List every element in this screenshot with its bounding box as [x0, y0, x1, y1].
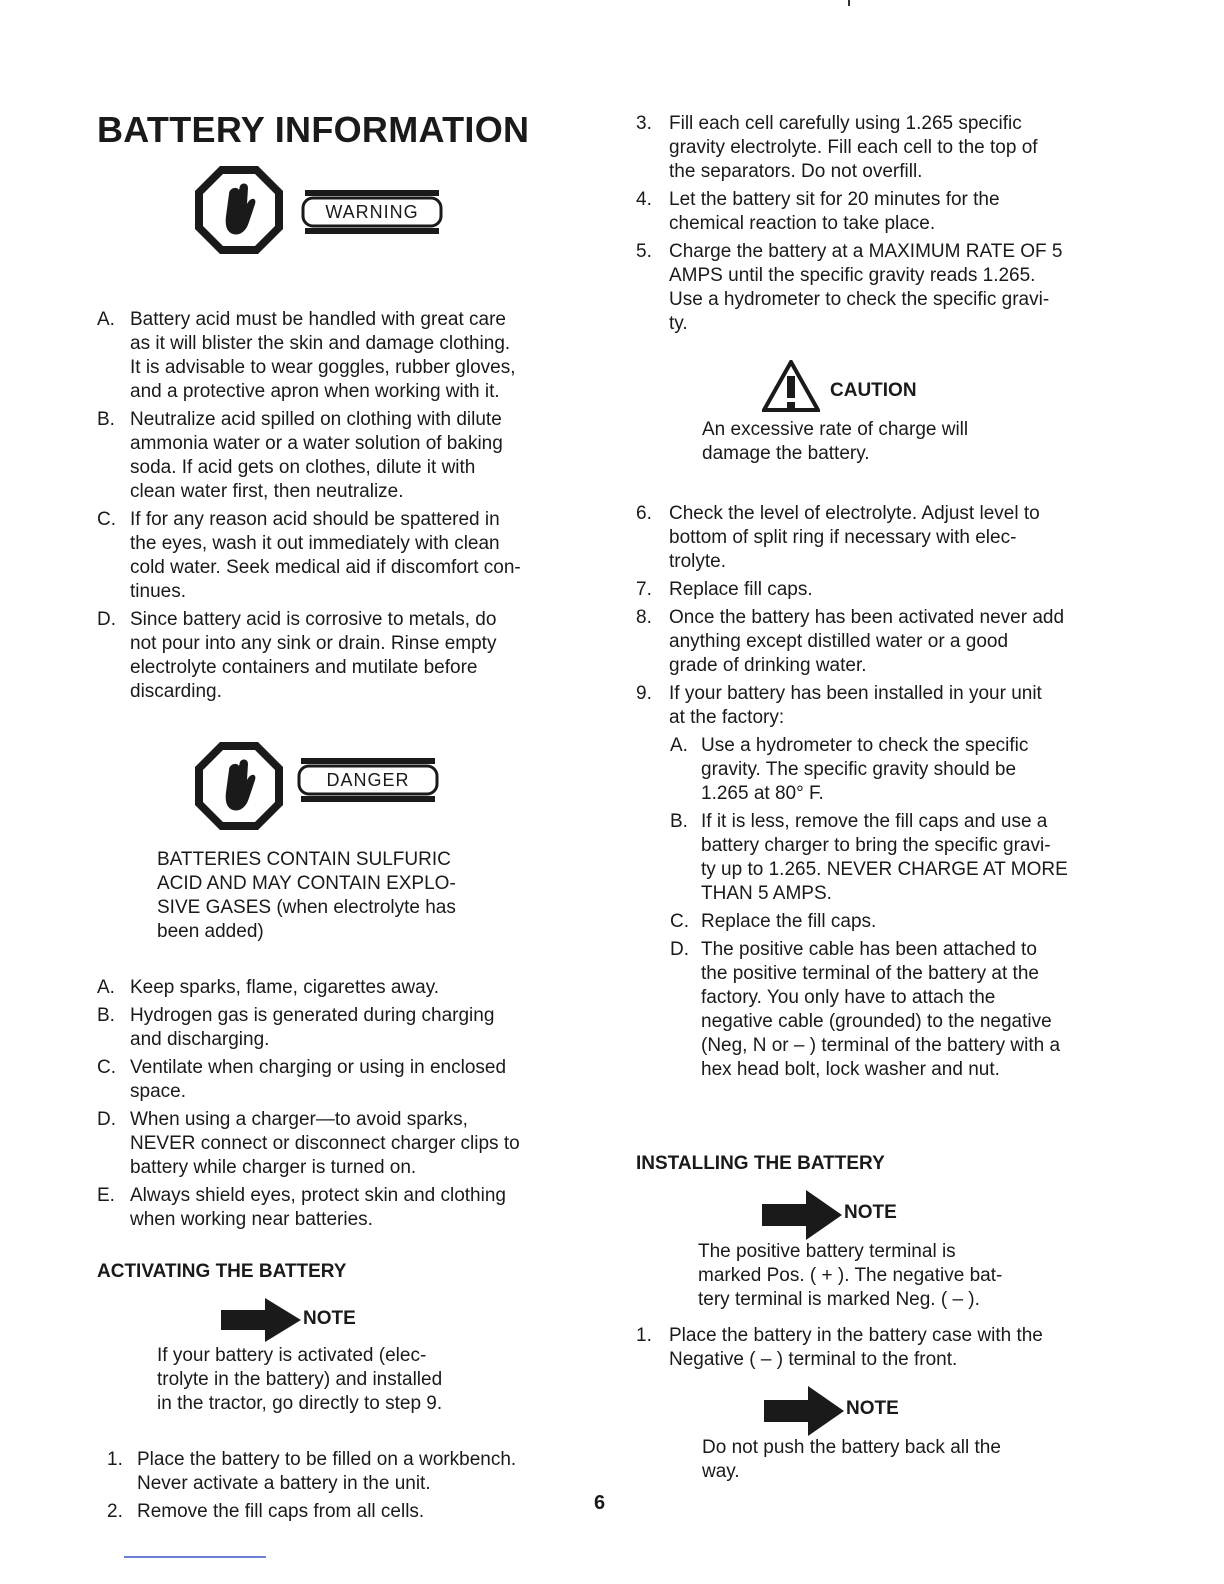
list-item-marker: 8. — [636, 607, 652, 628]
text-line: damage the battery. — [702, 443, 870, 464]
text-line: SIVE GASES (when electrolyte has — [157, 897, 456, 918]
list-item-marker: 6. — [636, 503, 652, 524]
warning-list — [97, 308, 582, 704]
text-line: gravity. The specific gravity should be — [701, 759, 1017, 780]
text-line: Neutralize acid spilled on clothing with dilute — [130, 409, 502, 430]
list-item-text — [669, 578, 1116, 602]
list-item — [97, 408, 582, 504]
list-item-text — [130, 408, 582, 504]
list-item-marker: 2. — [107, 1501, 123, 1522]
list-item — [97, 1184, 582, 1232]
text-line: Check the level of electrolyte. Adjust level to — [669, 503, 1040, 524]
list-item-text — [669, 606, 1116, 678]
list-item-marker: 7. — [636, 579, 652, 600]
activating-note-label: NOTE — [303, 1308, 356, 1329]
hand-stop-icon — [193, 164, 285, 256]
list-item-text — [130, 508, 582, 604]
text-line: If your battery has been installed in your unit — [669, 683, 1042, 704]
text-line: Use a hydrometer to check the specific — [701, 735, 1029, 756]
list-item — [670, 910, 1116, 934]
text-line: If it is less, remove the fill caps and use a — [701, 811, 1048, 832]
list-item-text — [669, 502, 1116, 574]
arrow-right-icon — [221, 1298, 301, 1342]
list-item-marker: D. — [97, 1109, 116, 1130]
text-line: space. — [130, 1081, 186, 1102]
text-line: Charge the battery at a MAXIMUM RATE OF 5 — [669, 241, 1063, 262]
text-line: bottom of split ring if necessary with elec- — [669, 527, 1017, 548]
text-line: (Neg, N or – ) terminal of the battery with a — [701, 1035, 1061, 1056]
list-item — [636, 682, 1116, 730]
list-item-text — [669, 188, 1116, 236]
activating-heading: ACTIVATING THE BATTERY — [97, 1261, 347, 1282]
list-item — [670, 938, 1116, 1082]
text-line: anything except distilled water or a good — [669, 631, 1009, 652]
list-item-text — [669, 682, 1116, 730]
left-column — [97, 108, 582, 1528]
caution-text — [702, 418, 1116, 466]
list-item-text — [130, 1004, 582, 1052]
text-line: ty up to 1.265. NEVER CHARGE AT MORE — [701, 859, 1068, 880]
list-item-text — [701, 910, 1116, 934]
page-title: BATTERY INFORMATION — [97, 109, 530, 150]
list-item-marker: C. — [670, 911, 689, 932]
list-item-text — [669, 240, 1116, 336]
list-item-marker: 4. — [636, 189, 652, 210]
list-item-marker: B. — [97, 409, 115, 430]
text-line: clean water first, then neutralize. — [130, 481, 404, 502]
list-item — [636, 502, 1116, 574]
text-line: discarding. — [130, 681, 222, 702]
list-item — [107, 1448, 582, 1496]
text-line: ammonia water or a water solution of baking — [130, 433, 503, 454]
text-line: hex head bolt, lock washer and nut. — [701, 1059, 1000, 1080]
text-line: BATTERIES CONTAIN SULFURIC — [157, 849, 451, 870]
text-line: Negative ( – ) terminal to the front. — [669, 1349, 958, 1370]
text-line: Place the battery to be filled on a workbench. — [137, 1449, 517, 1470]
text-line: Fill each cell carefully using 1.265 specific — [669, 113, 1022, 134]
text-line: Since battery acid is corrosive to metals, do — [130, 609, 497, 630]
text-line: gravity electrolyte. Fill each cell to the top of — [669, 137, 1038, 158]
list-item-text — [130, 1056, 582, 1104]
text-line: tery terminal is marked Neg. ( – ). — [698, 1289, 980, 1310]
text-line: cold water. Seek medical aid if discomfort con- — [130, 557, 521, 578]
text-line: trolyte in the battery) and installed — [157, 1369, 443, 1390]
activating-note-text — [157, 1344, 582, 1416]
text-line: electrolyte containers and mutilate before — [130, 657, 478, 678]
text-line: and a protective apron when working with it. — [130, 381, 500, 402]
list-item-marker: 9. — [636, 683, 652, 704]
list-item-marker: B. — [670, 811, 688, 832]
text-line: Never activate a battery in the unit. — [137, 1473, 431, 1494]
list-item-text — [137, 1448, 582, 1496]
text-line: ACID AND MAY CONTAIN EXPLO- — [157, 873, 456, 894]
text-line: Replace the fill caps. — [701, 911, 877, 932]
text-line: chemical reaction to take place. — [669, 213, 936, 234]
text-line: battery while charger is turned on. — [130, 1157, 417, 1178]
list-item — [636, 188, 1116, 236]
list-item-marker: D. — [670, 939, 689, 960]
list-item — [670, 810, 1116, 906]
list-item-marker: A. — [97, 977, 115, 998]
activating-note-row — [97, 1292, 582, 1344]
text-line: NEVER connect or disconnect charger clips to — [130, 1133, 520, 1154]
list-item-marker: A. — [97, 309, 115, 330]
danger-list — [97, 976, 582, 1232]
list-item — [636, 112, 1116, 184]
text-line: Always shield eyes, protect skin and clothing — [130, 1185, 506, 1206]
text-line: been added) — [157, 921, 264, 942]
text-line: Keep sparks, flame, cigarettes away. — [130, 977, 440, 998]
list-item-text — [130, 608, 582, 704]
arrow-right-icon — [764, 1386, 844, 1436]
list-item-text — [669, 1324, 1116, 1372]
text-line: If for any reason acid should be spattered in — [130, 509, 500, 530]
text-line: battery charger to bring the specific gravi- — [701, 835, 1051, 856]
warning-label: WARNING — [325, 201, 419, 222]
text-line: in the tractor, go directly to step 9. — [157, 1393, 443, 1414]
text-line: when working near batteries. — [130, 1209, 373, 1230]
text-line: An excessive rate of charge will — [702, 419, 969, 440]
hand-stop-icon — [193, 740, 285, 832]
factory-installed-substeps — [670, 734, 1116, 1082]
text-line: Once the battery has been activated never add — [669, 607, 1065, 628]
text-line: If your battery is activated (elec- — [157, 1345, 427, 1366]
arrow-right-icon — [762, 1190, 842, 1240]
activating-steps — [107, 1448, 582, 1524]
text-line: Do not push the battery back all the — [702, 1437, 1001, 1458]
list-item — [636, 606, 1116, 678]
list-item — [636, 578, 1116, 602]
list-item-text — [137, 1500, 582, 1524]
text-line: soda. If acid gets on clothes, dilute it with — [130, 457, 476, 478]
list-item-text — [130, 1184, 582, 1232]
page-number: 6 — [594, 1492, 606, 1514]
text-line: trolyte. — [669, 551, 727, 572]
list-item-marker: B. — [97, 1005, 115, 1026]
text-line: the separators. Do not overfill. — [669, 161, 923, 182]
installing-steps — [636, 1324, 1116, 1372]
text-line: The positive cable has been attached to — [701, 939, 1037, 960]
text-line: Replace fill caps. — [669, 579, 813, 600]
top-tick-mark — [848, 0, 850, 6]
text-line: negative cable (grounded) to the negative — [701, 1011, 1052, 1032]
text-line: Hydrogen gas is generated during charging — [130, 1005, 495, 1026]
list-item — [636, 240, 1116, 336]
list-item-text — [701, 938, 1116, 1082]
text-line: factory. You only have to attach the — [701, 987, 996, 1008]
list-item — [636, 1324, 1116, 1372]
text-line: Remove the fill caps from all cells. — [137, 1501, 425, 1522]
installing-note-row — [636, 1184, 1116, 1240]
danger-label: DANGER — [326, 769, 410, 790]
text-line: the eyes, wash it out immediately with clean — [130, 533, 500, 554]
text-line: Ventilate when charging or using in enclosed — [130, 1057, 507, 1078]
second-note-row — [636, 1378, 1116, 1436]
activation-steps-continued — [636, 112, 1116, 336]
text-line: The positive battery terminal is — [698, 1241, 956, 1262]
second-note-label: NOTE — [846, 1398, 899, 1419]
list-item-marker: 1. — [636, 1325, 652, 1346]
list-item-text — [669, 112, 1116, 184]
list-item-marker: C. — [97, 509, 116, 530]
list-item-text — [701, 734, 1116, 806]
caution-label: CAUTION — [830, 380, 917, 401]
text-line: 1.265 at 80° F. — [701, 783, 824, 804]
text-line: marked Pos. ( + ). The negative bat- — [698, 1265, 1003, 1286]
list-item-marker: A. — [670, 735, 688, 756]
list-item-marker: 3. — [636, 113, 652, 134]
list-item-marker: C. — [97, 1057, 116, 1078]
list-item — [107, 1500, 582, 1524]
danger-badge-row — [97, 708, 582, 848]
text-line: as it will blister the skin and damage clothing. — [130, 333, 511, 354]
text-line: tinues. — [130, 581, 186, 602]
list-item-marker: E. — [97, 1185, 115, 1206]
warning-badge-row — [97, 152, 582, 252]
list-item — [97, 508, 582, 604]
list-item-text — [701, 810, 1116, 906]
text-line: When using a charger—to avoid sparks, — [130, 1109, 468, 1130]
text-line: THAN 5 AMPS. — [701, 883, 832, 904]
activation-steps-later — [636, 502, 1116, 730]
right-column — [636, 112, 1116, 1484]
text-line: grade of drinking water. — [669, 655, 867, 676]
text-line: not pour into any sink or drain. Rinse empty — [130, 633, 497, 654]
list-item-text — [130, 976, 582, 1000]
text-line: the positive terminal of the battery at the — [701, 963, 1039, 984]
footer-rule — [124, 1556, 266, 1558]
installing-note-label: NOTE — [844, 1202, 897, 1223]
caution-triangle-icon — [762, 360, 820, 412]
list-item-marker: 1. — [107, 1449, 123, 1470]
text-line: Battery acid must be handled with great care — [130, 309, 506, 330]
list-item — [97, 308, 582, 404]
second-note-text — [702, 1436, 1116, 1484]
text-line: ty. — [669, 313, 688, 334]
list-item — [97, 976, 582, 1000]
list-item — [97, 608, 582, 704]
text-line: AMPS until the specific gravity reads 1.265. — [669, 265, 1036, 286]
text-line: Use a hydrometer to check the specific gravi- — [669, 289, 1050, 310]
list-item — [670, 734, 1116, 806]
text-line: at the factory: — [669, 707, 785, 728]
list-item-marker: D. — [97, 609, 116, 630]
list-item-marker: 5. — [636, 241, 652, 262]
text-line: It is advisable to wear goggles, rubber gloves, — [130, 357, 516, 378]
list-item — [97, 1108, 582, 1180]
danger-statement — [157, 848, 582, 944]
text-line: Place the battery in the battery case with the — [669, 1325, 1043, 1346]
caution-row — [636, 356, 1116, 418]
list-item-text — [130, 308, 582, 404]
text-line: way. — [702, 1461, 740, 1482]
list-item-text — [130, 1108, 582, 1180]
text-line: and discharging. — [130, 1029, 270, 1050]
list-item — [97, 1004, 582, 1052]
text-line: Let the battery sit for 20 minutes for the — [669, 189, 1000, 210]
installing-heading: INSTALLING THE BATTERY — [636, 1153, 885, 1174]
installing-note-text — [698, 1240, 1116, 1312]
list-item — [97, 1056, 582, 1104]
